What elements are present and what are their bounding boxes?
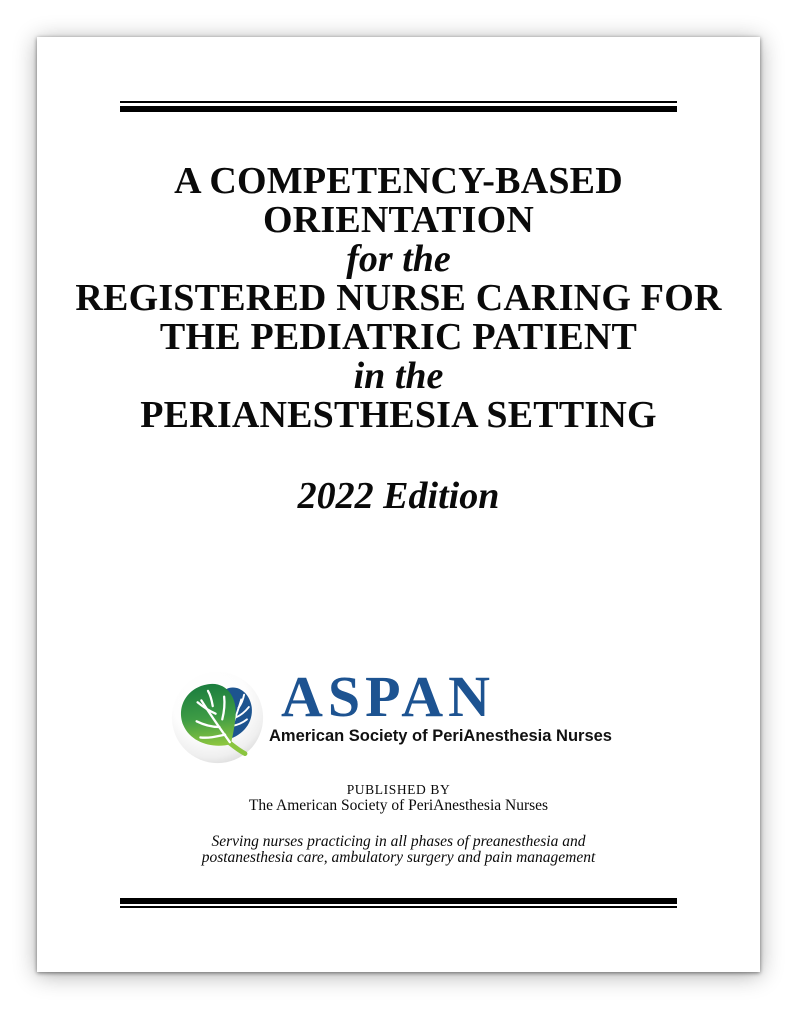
title-line-5: PERIANESTHESIA SETTING xyxy=(140,394,657,436)
publisher-name: The American Society of PeriAnesthesia Nurses xyxy=(248,797,549,814)
leaf-globe-icon xyxy=(170,670,265,765)
top-double-rule xyxy=(120,101,677,112)
top-rule-thin-line xyxy=(120,101,677,103)
title-line-2: ORIENTATION xyxy=(262,199,535,241)
published-by-label: PUBLISHED BY xyxy=(346,782,451,797)
bottom-rule-thick-line xyxy=(120,898,677,904)
title-line-3: REGISTERED NURSE CARING FOR xyxy=(75,277,722,319)
logo-tagline: American Society of PeriAnesthesia Nurses xyxy=(269,727,612,745)
aspan-logo xyxy=(170,664,612,765)
logo-text xyxy=(269,664,612,745)
title-line-1: A COMPETENCY-BASED xyxy=(174,160,623,202)
title-connector-1: for the xyxy=(346,238,451,280)
mission-statement xyxy=(37,834,760,865)
title-block xyxy=(37,162,760,435)
title-line-4: THE PEDIATRIC PATIENT xyxy=(159,316,638,358)
mission-line-1: Serving nurses practicing in all phases of preanesthesia and xyxy=(211,833,586,850)
cover-page xyxy=(37,37,760,972)
mission-line-2: postanesthesia care, ambulatory surgery and pain management xyxy=(201,848,596,866)
bottom-double-rule xyxy=(120,898,677,908)
edition-label: 2022 Edition xyxy=(297,475,500,517)
publisher-block xyxy=(37,782,760,814)
logo-wordmark: ASPAN xyxy=(281,664,496,729)
title-connector-2: in the xyxy=(353,355,444,397)
bottom-rule-thin-line xyxy=(120,906,677,908)
top-rule-thick-line xyxy=(120,106,677,112)
